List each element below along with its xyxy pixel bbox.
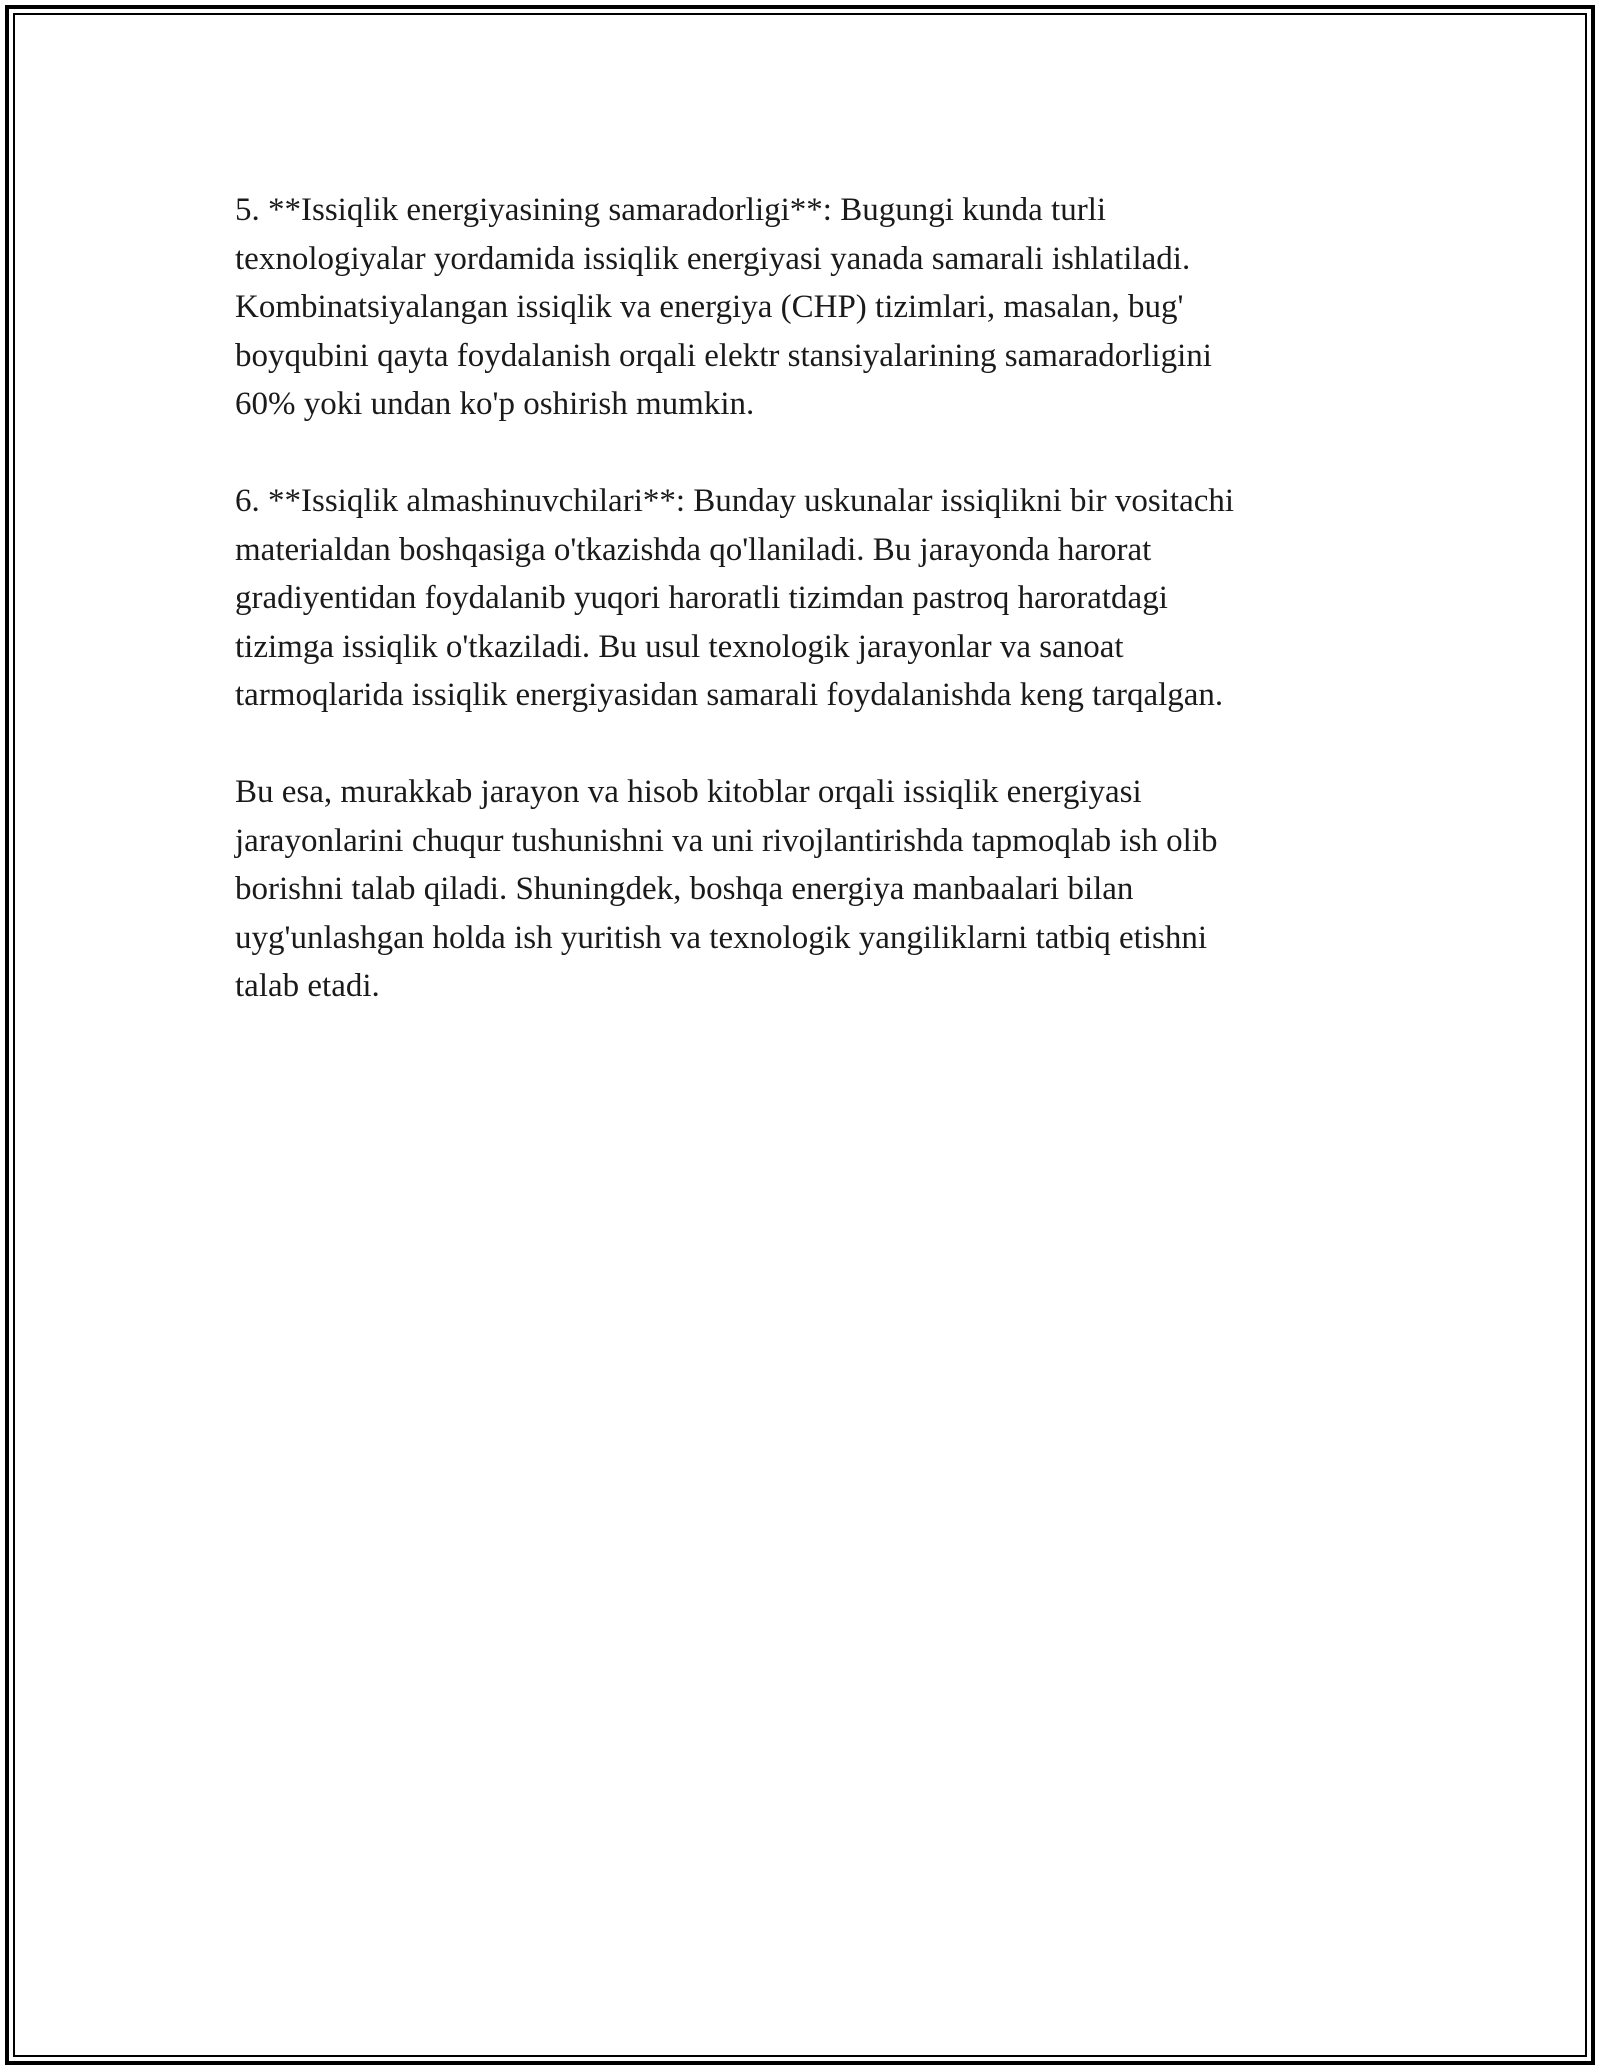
text-line: Kombinatsiyalangan issiqlik va energiya (CHP) tizimlari, masalan, bug' bbox=[235, 289, 1184, 325]
text-line: materialdan boshqasiga o'tkazishda qo'llaniladi. Bu jarayonda harorat bbox=[235, 531, 1152, 568]
text-line: Bu esa, murakkab jarayon va hisob kitoblar orqali issiqlik energiyasi bbox=[235, 774, 1142, 810]
text-line: boyqubini qayta foydalanish orqali elektr stansiyalarining samaradorligini bbox=[235, 337, 1212, 374]
text-line: borishni talab qiladi. Shuningdek, boshqa energiya manbaalari bilan bbox=[235, 871, 1134, 907]
text-line: 60% yoki undan ko'p oshirish mumkin. bbox=[235, 386, 755, 422]
text-line: 6. **Issiqlik almashinuvchilari**: Bunday uskunalar issiqlikni bir vositachi bbox=[235, 483, 1235, 519]
text-line: gradiyentidan foydalanib yuqori haroratli tizimdan pastroq haroratdagi bbox=[235, 580, 1168, 616]
paragraph-efficiency bbox=[235, 186, 1365, 429]
text-line: tizimga issiqlik o'tkaziladi. Bu usul texnologik jarayonlar va sanoat bbox=[235, 628, 1124, 665]
text-line: uyg'unlashgan holda ish yuritish va texnologik yangiliklarni tatbiq etishni bbox=[235, 919, 1207, 956]
text-line: jarayonlarini chuqur tushunishni va uni rivojlantirishda tapmoqlab ish olib bbox=[235, 822, 1218, 859]
text-line: 5. **Issiqlik energiyasining samaradorligi**: Bugungi kunda turli bbox=[235, 192, 1107, 228]
paragraph-heat-exchangers bbox=[235, 477, 1365, 720]
text-line: tarmoqlarida issiqlik energiyasidan samarali foydalanishda keng tarqalgan. bbox=[235, 677, 1224, 713]
document-body bbox=[235, 186, 1365, 1059]
text-line: talab etadi. bbox=[235, 968, 380, 1004]
paragraph-conclusion bbox=[235, 768, 1365, 1011]
text-line: texnologiyalar yordamida issiqlik energiyasi yanada samarali ishlatiladi. bbox=[235, 240, 1191, 277]
